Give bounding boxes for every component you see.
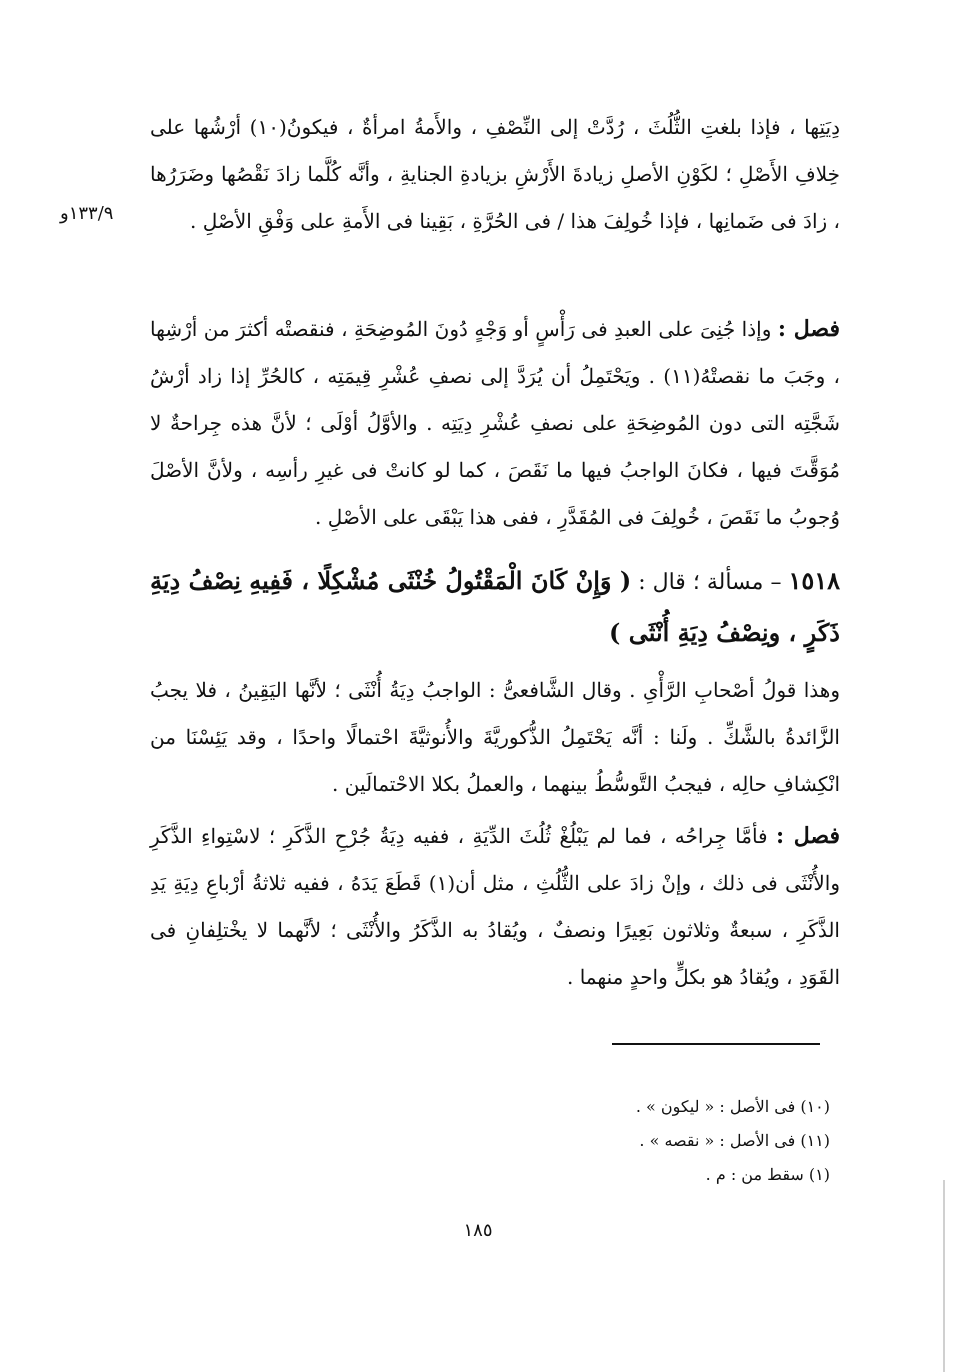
paragraph-masala-commentary xyxy=(150,667,840,808)
section-fasl-1-text: وإذا جُنِىَ على العبدِ فى رَأْسٍ أو وَجْهٍ دُونَ المُوضِحَةِ ، فنقصتْه أكثرَ من أرْشِها ، وجَبَ ما نقصتْهُ(١١) . ويَحْتَمِلُ أن يُرَدَّ إلى نصفِ عُشْرِ قِيمَتِه ، كالحُرِّ إذا زاد أرْشُ شَجَّتِه التى دون المُوضِحَةِ على نصفِ عُشْرِ دِيَتِه . والأوَّلُ أوْلَى ؛ لأنَّ هذه جِراحةٌ لا مُوَقَّتَ فيها ، فكانَ الواجبُ فيها ما نَقَصَ ، كما لو كانتْ فى غيرِ رأسِه ، ولأنَّ الأصْلَ وُجوبُ ما نَقَصَ ، خُولِفَ فى المُقَدَّرِ ، ففى هذا يَبْقَى على الأصْلِ . xyxy=(150,317,840,529)
section-fasl-2 xyxy=(150,813,840,1001)
paragraph-1-text: دِيَتِها ، فإذا بلغتِ الثُّلُثَ ، رُدَّتْ إلى النِّصْفِ ، والأَمةُ امرأةٌ ، فيكونُ(١٠) أرْشُها على خِلافِ الأَصْلِ ؛ لكَوْنِ الأصلِ زيادةَ الأَرْشِ بزيادةِ الجنايةِ ، وأنَّه كُلَّما زادَ نَقْصُها وضَرَرُها ، زادَ فى ضَمانِها ، فإذا خُولِفَ هذا / فى الحُرَّةِ ، بَقِينا فى الأَمةِ على وَفْقِ الأصْلِ . xyxy=(150,115,840,233)
section-fasl-2-body xyxy=(150,813,840,1001)
masala-label: – مسألة ؛ قال : xyxy=(638,570,782,595)
footnote-10: (١٠) فى الأصل : « ليكون » . xyxy=(635,1097,830,1116)
footnote-11: (١١) فى الأصل : « نقصه » . xyxy=(639,1131,830,1150)
section-fasl-1-heading: فصل : xyxy=(777,316,840,342)
section-fasl-2-text: فأمَّا جِراحُه ، فما لم يَبْلُغْ ثُلُثَ الدِّيَةِ ، ففيه دِيَةُ جُرْحِ الذَّكَرِ ؛ لاسْتِواءِ الذَّكَرِ والأُنْثَى فى ذلك ، وإنْ زادَ على الثُّلُثِ ، مثل أن(١) قَطَعَ يَدَهُ ، ففيه ثلاثةُ أرْباعِ دِيَةِ يَدِ الذَّكَرِ ، سبعةٌ وثلاثون بَعِيرًا ونصفٌ ، ويُقادُ به الذَّكَرُ والأُنْثَى ؛ لأنَّهما لا يخْتلِفانِ فى القَوَدِ ، ويُقادُ هو بكلٍّ واحدٍ منهما . xyxy=(150,824,840,989)
marginal-manuscript-reference: ١٣٣/٩و xyxy=(60,203,114,224)
section-fasl-1 xyxy=(150,306,840,541)
masala-1518-heading xyxy=(150,556,840,660)
footnote-separator xyxy=(612,1043,820,1045)
masala-1518 xyxy=(150,556,840,660)
scan-page-edge xyxy=(943,1180,945,1372)
paragraph-masala-commentary-text: وهذا قولُ أصْحابِ الرَّأْىِ . وقال الشَّافعىُّ : الواجبُ دِيَةُ أُنْثَى ؛ لأنَّها اليَقِينُ ، فلا يجبُ الزَّائدةُ بالشَّكِّ . ولَنا : أنَّه يَحْتَمِلُ الذُّكوريَّةَ والأُنوثيَّةَ احْتمالًا واحدًا ، وقد يَئِسْنَا من انْكِشافِ حالِه ، فيجبُ التَّوسُّطُ بينهما ، والعملُ بكلا الاحْتمالَين . xyxy=(150,678,840,796)
paragraph-1 xyxy=(150,104,840,245)
section-fasl-2-heading: فصل : xyxy=(775,823,840,849)
masala-number: ١٥١٨ xyxy=(788,566,841,595)
page-number: ١٨٥ xyxy=(463,1220,493,1241)
section-fasl-1-body xyxy=(150,306,840,541)
footnote-1: (١) سقط من : م . xyxy=(705,1165,830,1184)
footnotes xyxy=(500,1090,830,1192)
masala-quote: ( وَإِنْ كَانَ الْمَقْتُولُ خُنْثَى مُشْكِلًا ، فَفِيهِ نِصْفُ دِيَةِ ذَكَرٍ ، ونِصْفُ دِيَةِ أُنْثَى ) xyxy=(150,566,840,647)
